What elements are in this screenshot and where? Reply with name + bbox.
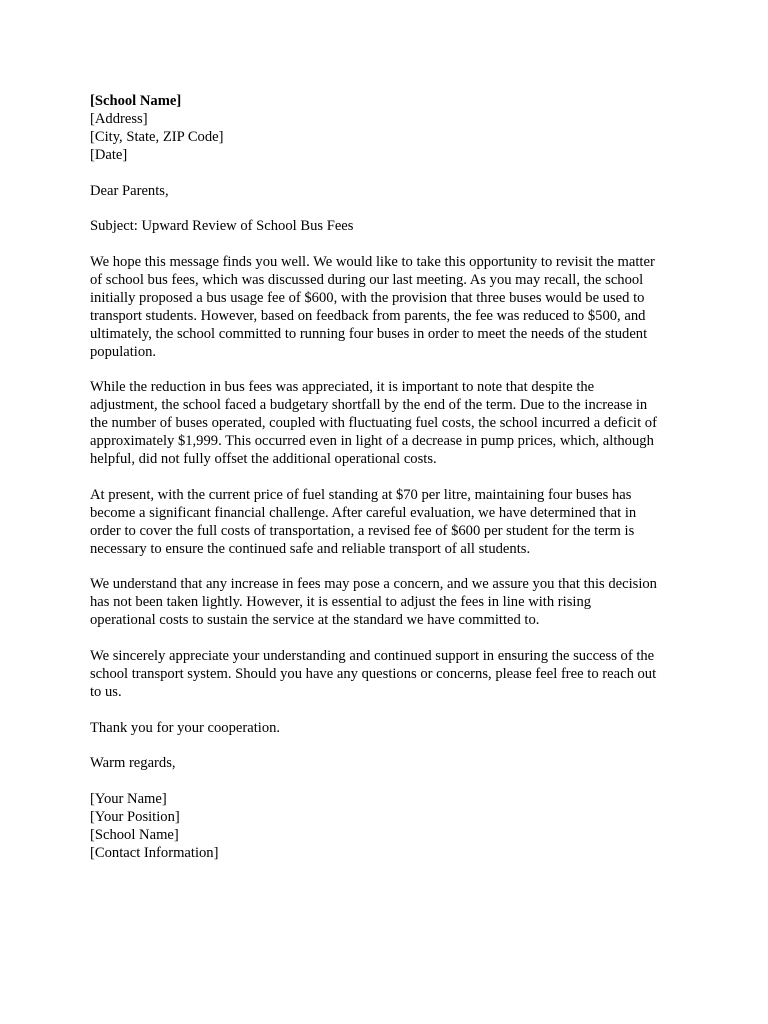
closing-line: Warm regards, [90, 755, 176, 772]
paragraph-line: of school bus fees, which was discussed during our last meeting. As you may recall, the school [90, 272, 644, 289]
paragraph-line: ultimately, the school committed to running four buses in order to meet the needs of the student [90, 325, 648, 342]
date: [Date] [90, 146, 128, 163]
subject-line: Subject: Upward Review of School Bus Fees [90, 218, 354, 235]
letter-body [90, 93, 690, 881]
paragraph-line: adjustment, the school faced a budgetary shortfall by the end of the term. Due to the increase in [90, 397, 648, 414]
paragraph-line: While the reduction in bus fees was appreciated, it is important to note that despite the [90, 379, 595, 396]
signature-contact: [Contact Information] [90, 844, 219, 861]
salutation-block [90, 183, 690, 201]
paragraph-line: order to cover the full costs of transportation, a revised fee of $600 per student for the term is [90, 522, 635, 539]
closing-block [90, 755, 690, 773]
paragraph-line: initially proposed a bus usage fee of $600, with the provision that three buses would be used to [90, 289, 645, 306]
subject-block [90, 218, 690, 236]
paragraph-line: the number of buses operated, coupled with fluctuating fuel costs, the school incurred a deficit of [90, 415, 657, 432]
paragraph-2 [90, 379, 690, 469]
paragraph-line: school transport system. Should you have any questions or concerns, please feel free to reach out [90, 665, 657, 682]
salutation: Dear Parents, [90, 182, 169, 199]
paragraph-line: to us. [90, 683, 122, 700]
paragraph-line: transport students. However, based on feedback from parents, the fee was reduced to $500, and [90, 307, 646, 324]
paragraph-5 [90, 648, 690, 702]
paragraph-line: At present, with the current price of fuel standing at $70 per litre, maintaining four buses has [90, 486, 632, 503]
paragraph-line: become a significant financial challenge. After careful evaluation, we have determined that in [90, 504, 637, 521]
school-name: [School Name] [90, 93, 182, 109]
paragraph-line: We understand that any increase in fees may pose a concern, and we assure you that this decision [90, 576, 657, 593]
signature-name: [Your Name] [90, 791, 167, 808]
letter-header [90, 93, 690, 165]
address: [Address] [90, 110, 148, 127]
paragraph-line: We sincerely appreciate your understanding and continued support in ensuring the success of the [90, 647, 655, 664]
paragraph-3 [90, 487, 690, 559]
paragraph-line: We hope this message finds you well. We would like to take this opportunity to revisit the matter [90, 254, 655, 271]
paragraph-1 [90, 254, 690, 361]
thanks-block [90, 720, 690, 738]
signature-block [90, 791, 690, 863]
paragraph-4 [90, 576, 690, 630]
paragraph-line: approximately $1,999. This occurred even in light of a decrease in pump prices, which, although [90, 433, 654, 450]
paragraph-line: population. [90, 343, 157, 360]
thanks-line: Thank you for your cooperation. [90, 719, 281, 736]
paragraph-line: necessary to ensure the continued safe and reliable transport of all students. [90, 540, 531, 557]
paragraph-line: helpful, did not fully offset the additional operational costs. [90, 451, 437, 468]
signature-position: [Your Position] [90, 809, 180, 826]
paragraph-line: has not been taken lightly. However, it is essential to adjust the fees in line with rising [90, 594, 592, 611]
signature-school: [School Name] [90, 827, 179, 843]
city-state-zip: [City, State, ZIP Code] [90, 128, 224, 145]
paragraph-line: operational costs to sustain the service at the standard we have committed to. [90, 612, 540, 629]
